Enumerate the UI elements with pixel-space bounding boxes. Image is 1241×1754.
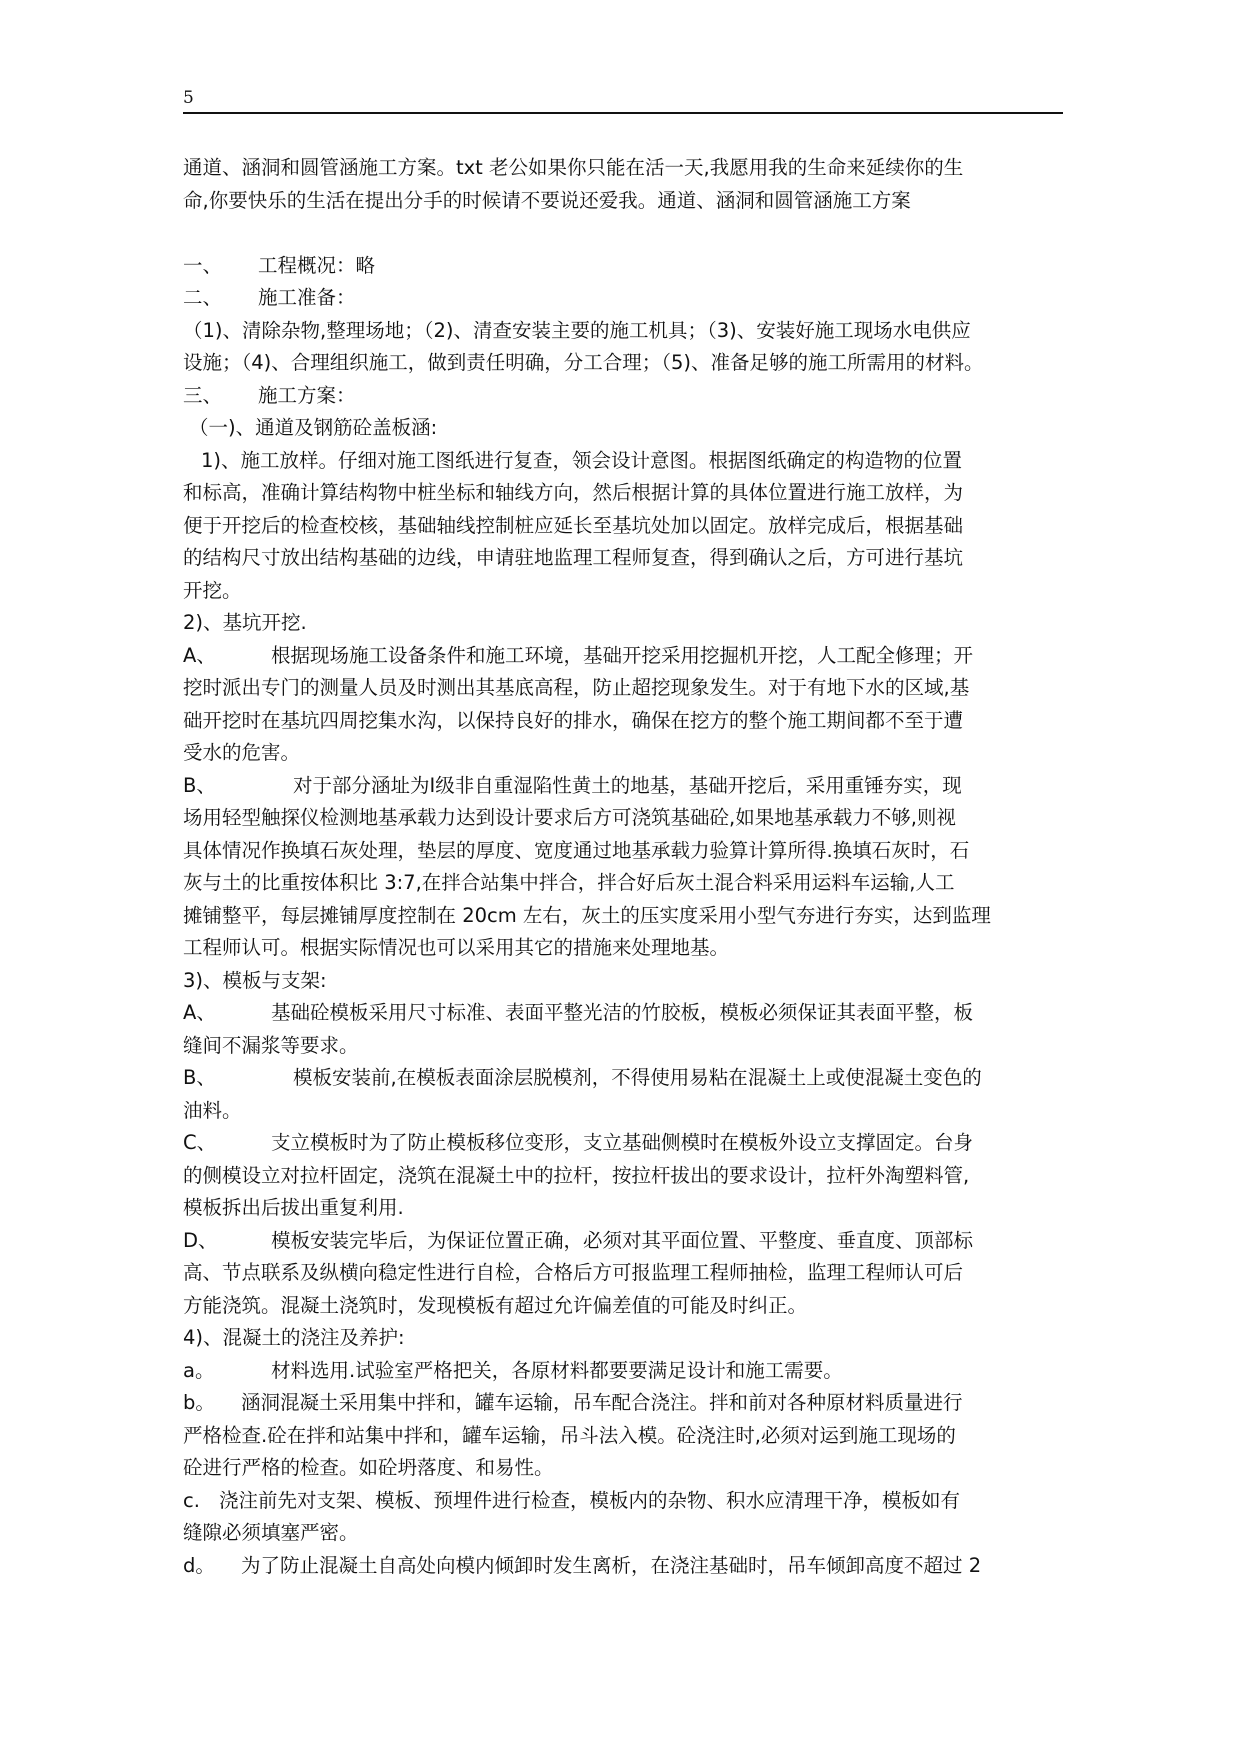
paragraph-line: 模板拆出后拔出重复利用. bbox=[183, 1196, 404, 1219]
paragraph-line: 工程师认可。根据实际情况也可以采用其它的措施来处理地基。 bbox=[183, 936, 730, 959]
item-text: 模板安装前,在模板表面涂层脱模剂，不得使用易粘在混凝土上或使混凝土变色的 bbox=[293, 1066, 982, 1089]
section-heading-2 bbox=[183, 282, 1073, 315]
intro-line: 通道、涵洞和圆管涵施工方案。txt 老公如果你只能在活一天,我愿用我的生命来延续你的生 bbox=[183, 156, 964, 179]
item-label: D、 bbox=[183, 1228, 218, 1252]
paragraph-line: 方能浇筑。混凝土浇筑时，发现模板有超过允许偏差值的可能及时纠正。 bbox=[183, 1293, 808, 1317]
item-text: 对于部分涵址为Ⅰ级非自重湿陷性黄土的地基，基础开挖后，采用重锤夯实，现 bbox=[293, 773, 962, 797]
list-item-first-line bbox=[183, 1225, 1073, 1258]
item-label: B、 bbox=[183, 773, 216, 797]
blank-line bbox=[183, 217, 1073, 250]
subsection-heading: （一)、通道及钢筋砼盖板涵: bbox=[189, 416, 438, 439]
item-label: C、 bbox=[183, 1131, 217, 1154]
paragraph-line: 具体情况作换填石灰处理，垫层的厚度、宽度通过地基承载力验算计算所得.换填石灰时，石 bbox=[183, 838, 970, 862]
item-text: 浇注前先对支架、模板、预埋件进行检查，模板内的杂物、积水应清理干净，模板如有 bbox=[219, 1488, 961, 1512]
item-text: 涵洞混凝土采用集中拌和，罐车运输，吊车配合浇注。拌和前对各种原材料质量进行 bbox=[241, 1391, 963, 1414]
item-heading: 2)、基坑开挖. bbox=[183, 611, 307, 634]
item-label: d。 bbox=[183, 1553, 215, 1577]
item-heading: 4)、混凝土的浇注及养护: bbox=[183, 1326, 405, 1349]
section-number: 三、 bbox=[183, 383, 223, 407]
paragraph-line: 摊铺整平，每层摊铺厚度控制在 20cm 左右，灰土的压实度采用小型气夯进行夯实，达到监理 bbox=[183, 903, 991, 927]
paragraph-line: 灰与土的比重按体积比 3:7,在拌合站集中拌合，拌合好后灰土混合料采用运料车运输,人工 bbox=[183, 871, 955, 894]
paragraph-line: 开挖。 bbox=[183, 578, 242, 602]
section-title: 工程概况：略 bbox=[258, 253, 376, 277]
intro-line: 命,你要快乐的生活在提出分手的时候请不要说还爱我。通道、涵洞和圆管涵施工方案 bbox=[183, 188, 911, 212]
item-label: b。 bbox=[183, 1391, 215, 1414]
section-number: 一、 bbox=[183, 253, 223, 277]
item-text: 模板安装完毕后，为保证位置正确，必须对其平面位置、平整度、垂直度、顶部标 bbox=[271, 1228, 974, 1252]
paragraph-line: 高、节点联系及纵横向稳定性进行自检，合格后方可报监理工程师抽检，监理工程师认可后 bbox=[183, 1261, 964, 1284]
document-body bbox=[183, 152, 1073, 1582]
list-item-first-line bbox=[183, 640, 1073, 673]
paragraph-line: 的结构尺寸放出结构基础的边线，申请驻地监理工程师复查，得到确认之后，方可进行基坑 bbox=[183, 546, 964, 569]
paragraph-line: （1)、清除杂物,整理场地；（2)、清查安装主要的施工机具；（3)、安装好施工现场水电供应 bbox=[183, 318, 971, 342]
paragraph-line: 砼进行严格的检查。如砼坍落度、和易性。 bbox=[183, 1456, 554, 1479]
list-item-first-line bbox=[183, 770, 1073, 803]
list-item-first-line bbox=[183, 1355, 1073, 1388]
page-number: 5 bbox=[183, 88, 194, 108]
list-item-first-line bbox=[183, 1387, 1073, 1420]
item-label: c. bbox=[183, 1488, 200, 1512]
item-label: a。 bbox=[183, 1358, 215, 1382]
paragraph-line: 设施；（4)、合理组织施工，做到责任明确，分工合理；（5)、准备足够的施工所需用的材料。 bbox=[183, 351, 984, 374]
paragraph-line: 严格检查.砼在拌和站集中拌和，罐车运输，吊斗法入模。砼浇注时,必须对运到施工现场的 bbox=[183, 1423, 956, 1447]
item-text: 支立模板时为了防止模板移位变形，支立基础侧模时在模板外设立支撑固定。台身 bbox=[271, 1131, 974, 1154]
section-heading-1 bbox=[183, 250, 1073, 283]
item-label: B、 bbox=[183, 1066, 216, 1089]
list-item-first-line bbox=[183, 1062, 1073, 1095]
item-text: 根据现场施工设备条件和施工环境，基础开挖采用挖掘机开挖，人工配全修理；开 bbox=[271, 643, 974, 667]
paragraph-line: 缝间不漏浆等要求。 bbox=[183, 1033, 359, 1057]
item-label: A、 bbox=[183, 1001, 216, 1024]
section-number: 二、 bbox=[183, 286, 223, 309]
item-label: A、 bbox=[183, 643, 216, 667]
section-title: 施工准备： bbox=[258, 286, 356, 309]
list-item-first-line bbox=[183, 997, 1073, 1030]
paragraph-line: 场用轻型触探仪检测地基承载力达到设计要求后方可浇筑基础砼,如果地基承载力不够,则视 bbox=[183, 806, 956, 829]
paragraph-line: 和标高，准确计算结构物中桩坐标和轴线方向，然后根据计算的具体位置进行施工放样，为 bbox=[183, 481, 964, 504]
list-item-first-line bbox=[183, 1550, 1073, 1583]
section-heading-3 bbox=[183, 380, 1073, 413]
item-text: 材料选用.试验室严格把关，各原材料都要要满足设计和施工需要。 bbox=[271, 1358, 843, 1382]
paragraph-line: 1)、施工放样。仔细对施工图纸进行复查，领会设计意图。根据图纸确定的构造物的位置 bbox=[201, 448, 963, 472]
paragraph-line: 础开挖时在基坑四周挖集水沟，以保持良好的排水，确保在挖方的整个施工期间都不至于遭 bbox=[183, 708, 964, 732]
paragraph-line: 便于开挖后的检查校核，基础轴线控制桩应延长至基坑处加以固定。放样完成后，根据基础 bbox=[183, 513, 964, 537]
paragraph-line: 油料。 bbox=[183, 1098, 242, 1122]
paragraph-line: 挖时派出专门的测量人员及时测出其基底高程，防止超挖现象发生。对于有地下水的区域,基 bbox=[183, 676, 970, 699]
list-item-first-line bbox=[183, 1485, 1073, 1518]
paragraph-line: 受水的危害。 bbox=[183, 741, 301, 764]
item-text: 为了防止混凝土自高处向模内倾卸时发生离析，在浇注基础时，吊车倾卸高度不超过 2 bbox=[241, 1553, 982, 1577]
header-rule bbox=[183, 112, 1063, 114]
item-heading: 3)、模板与支架: bbox=[183, 968, 327, 992]
paragraph-line: 的侧模设立对拉杆固定，浇筑在混凝土中的拉杆，按拉杆拔出的要求设计，拉杆外淘塑料管, bbox=[183, 1163, 970, 1187]
list-item-first-line bbox=[183, 1127, 1073, 1160]
section-title: 施工方案： bbox=[258, 383, 356, 407]
paragraph-line: 缝隙必须填塞严密。 bbox=[183, 1521, 359, 1544]
item-text: 基础砼模板采用尺寸标准、表面平整光洁的竹胶板，模板必须保证其表面平整，板 bbox=[271, 1001, 974, 1024]
